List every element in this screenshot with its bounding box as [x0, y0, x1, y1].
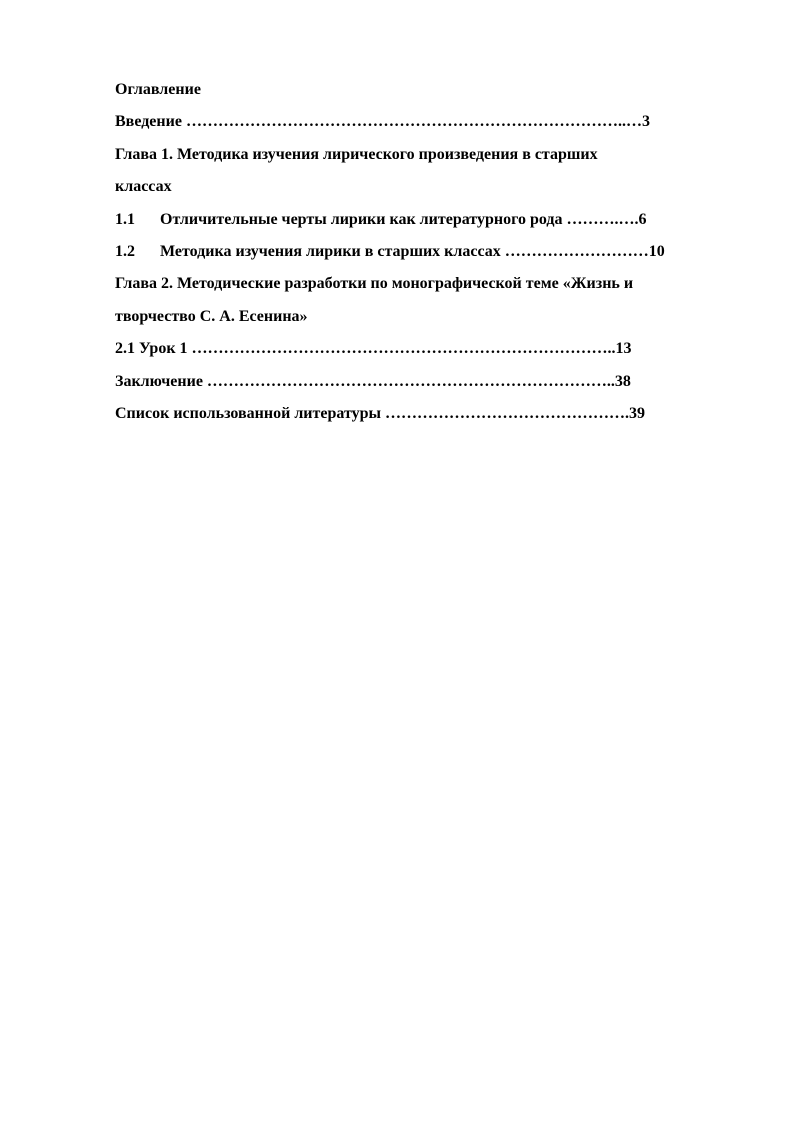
- toc-entry-bibliography: Список использованной литературы ……………………………………….39: [115, 404, 645, 422]
- toc-entry-conclusion: Заключение …………………………………………………………………..38: [115, 372, 631, 390]
- toc-entry-chapter-1: Глава 1. Методика изучения лирического произведения в старших: [115, 145, 598, 163]
- toc-entry-section-1-1: [115, 204, 745, 236]
- section-number: 1.1: [115, 210, 135, 228]
- toc-entry-section-2-1: 2.1 Урок 1 ……………………………………………………………………..13: [115, 340, 632, 358]
- toc-entry-chapter-2-cont: творчество С. А. Есенина»: [115, 307, 308, 325]
- toc-entry-introduction: Введение ………………………………………………………………………..…3: [115, 113, 650, 131]
- table-of-contents: [115, 74, 745, 430]
- toc-entry-chapter-2: Глава 2. Методические разработки по монографической теме «Жизнь и: [115, 275, 634, 293]
- section-title: Методика изучения лирики в старших классах ………………………10: [160, 242, 665, 260]
- toc-heading: Оглавление: [115, 81, 201, 98]
- toc-entry-section-1-2: [115, 236, 745, 268]
- toc-entry-chapter-1-cont: классах: [115, 178, 172, 196]
- section-number: 1.2: [115, 242, 135, 260]
- section-title: Отличительные черты лирики как литературного рода ……….….6: [160, 210, 647, 228]
